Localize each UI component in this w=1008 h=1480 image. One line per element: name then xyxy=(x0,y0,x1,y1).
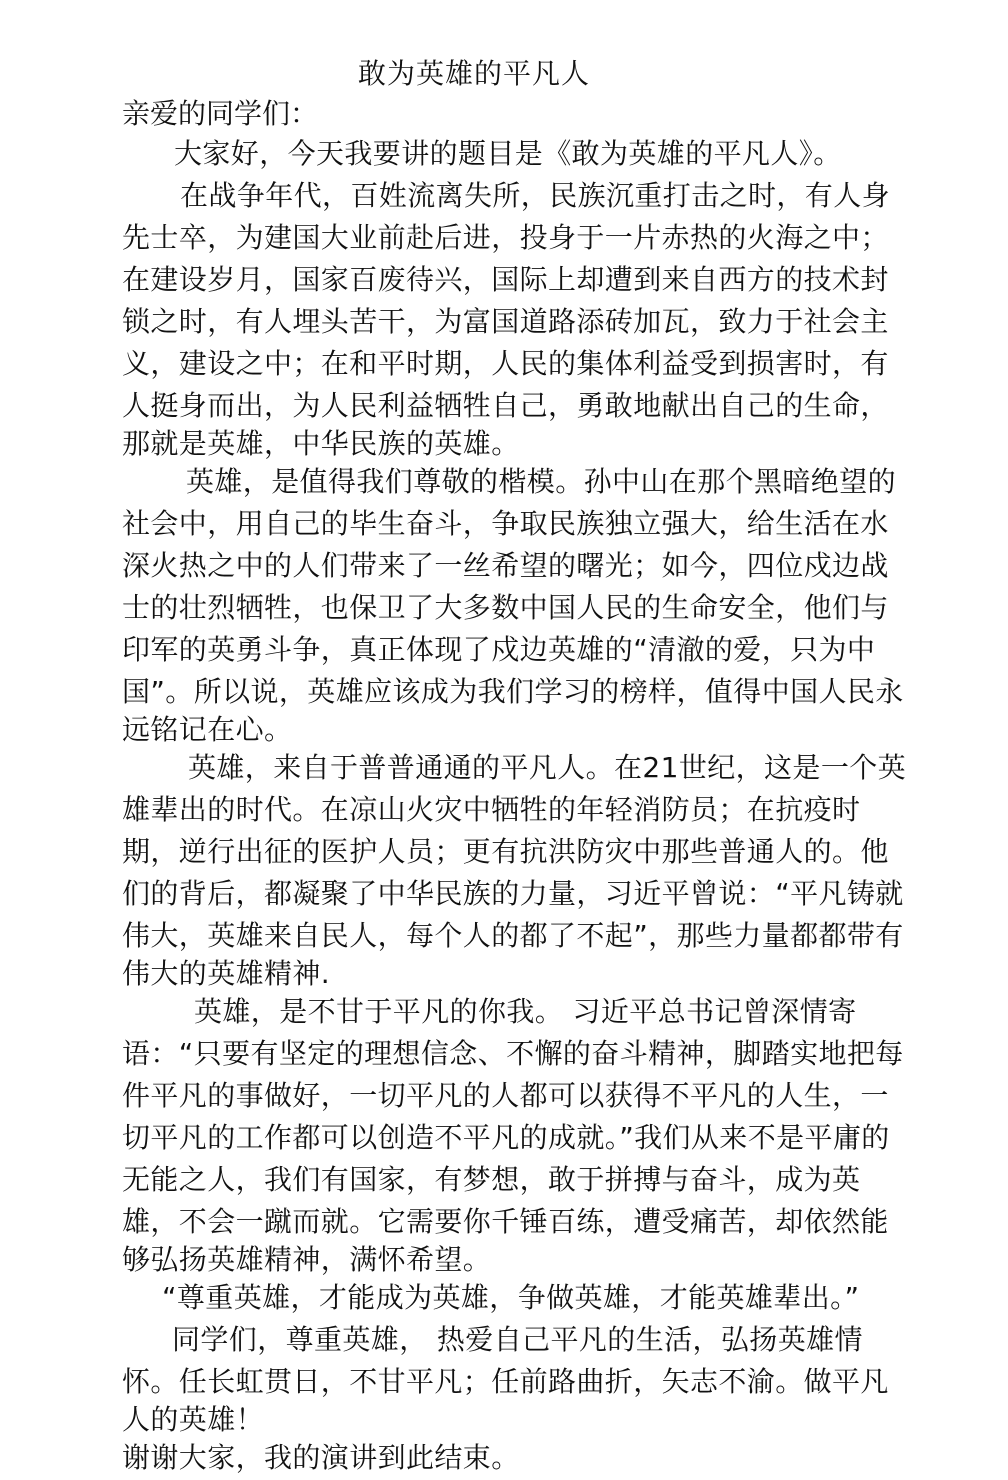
body-line: 英雄，是不甘于平凡的你我。 习近平总书记曾深情寄 xyxy=(194,995,857,1028)
body-line: 怀。任长虹贯日，不甘平凡；任前路曲折，矢志不渝。做平凡 xyxy=(122,1365,889,1398)
body-line: 士的壮烈牺牲，也保卫了大多数中国人民的生命安全，他们与 xyxy=(122,591,889,624)
body-line: 谢谢大家，我的演讲到此结束。 xyxy=(122,1441,520,1474)
body-line: 先士卒，为建国大业前赴后进，投身于一片赤热的火海之中； xyxy=(122,221,889,254)
body-line: 在战争年代，百姓流离失所，民族沉重打击之时，有人身 xyxy=(180,179,891,212)
body-line: “尊重英雄，才能成为英雄，争做英雄，才能英雄辈出。” xyxy=(162,1281,860,1314)
body-line: 深火热之中的人们带来了一丝希望的曙光；如今，四位戍边战 xyxy=(122,549,889,582)
body-line: 英雄，是值得我们尊敬的楷模。孙中山在那个黑暗绝望的 xyxy=(186,465,897,498)
body-line: 切平凡的工作都可以创造不平凡的成就。”我们从来不是平庸的 xyxy=(122,1121,890,1154)
body-line: 伟大，英雄来自民人，每个人的都了不起”，那些力量都都带有 xyxy=(122,919,904,952)
body-line: 国”。所以说，英雄应该成为我们学习的榜样，值得中国人民永 xyxy=(122,675,904,708)
body-line: 远铭记在心。 xyxy=(122,713,293,746)
body-line: 义，建设之中；在和平时期，人民的集体利益受到损害时，有 xyxy=(122,347,889,380)
document-title: 敢为英雄的平凡人 xyxy=(357,57,590,90)
body-line: 锁之时，有人埋头苦干，为富国道路添砖加瓦，致力于社会主 xyxy=(122,305,889,338)
greeting-line: 亲爱的同学们： xyxy=(122,97,319,130)
body-line: 雄辈出的时代。在凉山火灾中牺牲的年轻消防员；在抗疫时 xyxy=(122,793,861,826)
body-line: 在建设岁月，国家百废待兴，国际上却遭到来自西方的技术封 xyxy=(122,263,889,296)
body-line: 伟大的英雄精神. xyxy=(122,957,331,990)
body-line: 那就是英雄，中华民族的英雄。 xyxy=(122,427,520,460)
body-line: 印军的英勇斗争，真正体现了戍边英雄的“清澈的爱，只为中 xyxy=(122,633,876,666)
body-line: 同学们，尊重英雄， 热爱自己平凡的生活，弘扬英雄情 xyxy=(172,1323,863,1356)
body-line: 大家好，今天我要讲的题目是《敢为英雄的平凡人》。 xyxy=(174,137,842,170)
body-line: 人的英雄！ xyxy=(122,1403,265,1436)
body-line: 社会中，用自己的毕生奋斗，争取民族独立强大，给生活在水 xyxy=(122,507,889,540)
body-line: 人挺身而出，为人民利益牺牲自己，勇敢地献出自己的生命， xyxy=(122,389,889,422)
body-line: 期，逆行出征的医护人员；更有抗洪防灾中那些普通人的。他 xyxy=(122,835,889,868)
body-line: 无能之人，我们有国家，有梦想，敢于拼搏与奋斗，成为英 xyxy=(122,1163,861,1196)
body-line: 雄，不会一蹴而就。它需要你千锤百练，遭受痛苦，却依然能 xyxy=(122,1205,889,1238)
body-line: 英雄，来自于普普通通的平凡人。在21世纪，这是一个英 xyxy=(188,751,907,784)
body-line: 语：“只要有坚定的理想信念、不懈的奋斗精神，脚踏实地把每 xyxy=(122,1037,904,1070)
body-line: 件平凡的事做好，一切平凡的人都可以获得不平凡的人生，一 xyxy=(122,1079,889,1112)
body-line: 够弘扬英雄精神，满怀希望。 xyxy=(122,1243,492,1276)
body-line: 们的背后，都凝聚了中华民族的力量，习近平曾说：“平凡铸就 xyxy=(122,877,904,910)
